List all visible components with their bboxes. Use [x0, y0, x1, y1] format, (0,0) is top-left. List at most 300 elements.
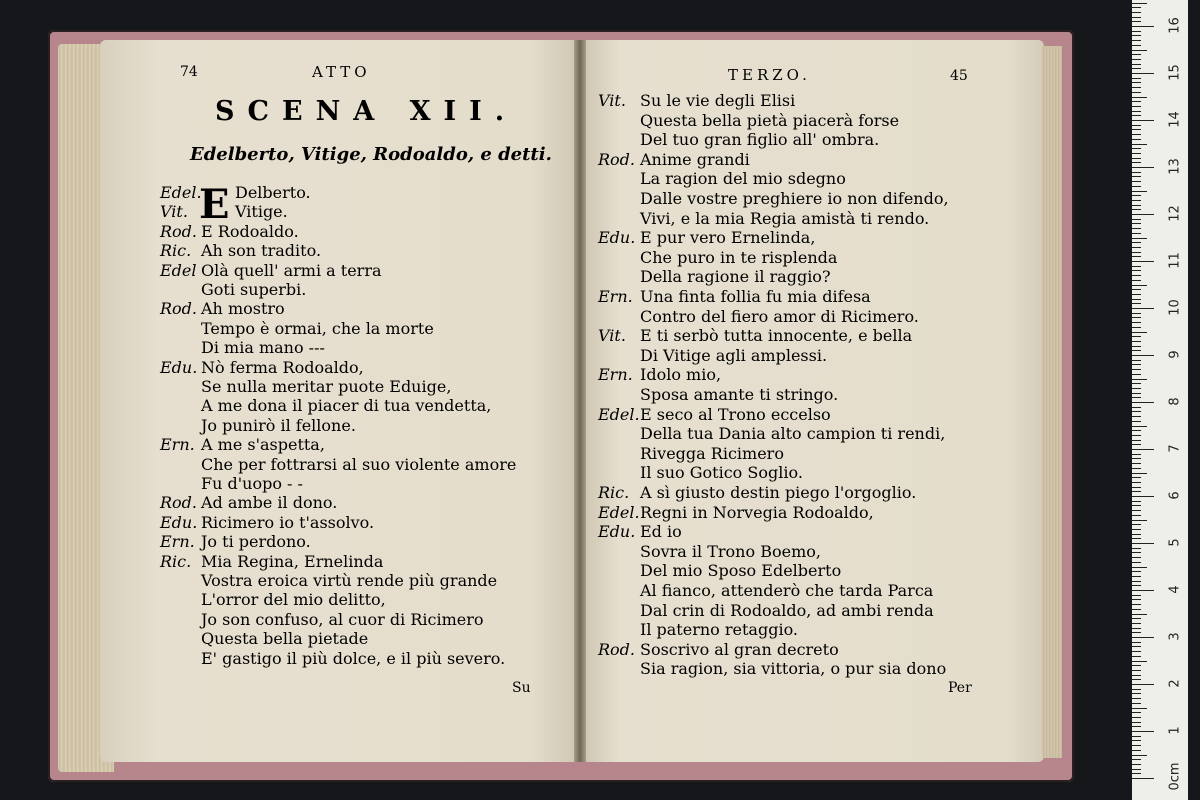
ruler-tick	[1132, 430, 1141, 431]
ruler-tick	[1132, 228, 1141, 229]
verse-text: Idolo mio,	[640, 365, 722, 385]
ruler-tick	[1132, 712, 1141, 713]
ruler-tick	[1132, 703, 1141, 704]
ruler-tick	[1132, 346, 1141, 347]
verse-text: La ragion del mio sdegno	[640, 169, 846, 189]
verse-text: Ricimero io t'assolvo.	[201, 512, 375, 532]
verse-text: L'orror del mio delitto,	[201, 590, 386, 610]
ruler-tick	[1132, 693, 1141, 694]
ruler-tick	[1132, 364, 1141, 365]
ruler-tick	[1132, 524, 1141, 525]
ruler-tick	[1132, 162, 1141, 163]
ruler-tick	[1132, 153, 1141, 154]
verse-text: Di mia mano ---	[201, 338, 325, 358]
ruler-tick	[1132, 477, 1141, 478]
ruler-tick	[1132, 256, 1141, 257]
ruler-tick	[1132, 778, 1154, 779]
ruler-tick	[1132, 68, 1141, 69]
ruler-label: 0cm	[1167, 762, 1183, 791]
ruler-tick	[1132, 759, 1141, 760]
text-line	[598, 130, 879, 150]
ruler-tick	[1132, 656, 1141, 657]
speaker-label: Vit.	[598, 91, 626, 110]
ruler-tick	[1132, 31, 1141, 32]
speaker-label: Ric.	[160, 241, 192, 261]
ruler-tick	[1132, 350, 1141, 351]
ruler-tick	[1132, 562, 1141, 563]
ruler-tick	[1132, 219, 1141, 220]
speaker-label: Ern.	[160, 532, 195, 552]
ruler-tick	[1132, 313, 1141, 314]
ruler-tick	[1132, 402, 1154, 403]
speaker-label: Rod.	[598, 149, 636, 169]
text-line	[598, 444, 784, 464]
ruler-tick	[1132, 87, 1141, 88]
ruler-tick	[1132, 73, 1154, 74]
ruler-tick	[1132, 599, 1141, 600]
ruler-tick	[1132, 383, 1141, 384]
page-block-edge-right	[1042, 46, 1062, 758]
ruler-tick	[1132, 214, 1154, 215]
ruler-tick	[1132, 642, 1141, 643]
ruler-tick	[1132, 129, 1141, 130]
scene-cast: Edelberto, Vitige, Rodoaldo, e detti.	[190, 144, 552, 165]
ruler-label: 7	[1167, 444, 1183, 453]
speaker-label: Edel	[160, 260, 197, 280]
text-line	[598, 463, 803, 483]
speaker-label: Rod.	[160, 299, 198, 319]
ruler-tick	[1132, 247, 1141, 248]
verse-text: E pur vero Ernelinda,	[640, 228, 816, 248]
ruler-tick	[1132, 317, 1141, 318]
ruler-tick	[1132, 646, 1141, 647]
ruler-tick	[1132, 397, 1141, 398]
speaker-label: Rod.	[160, 221, 198, 241]
ruler-tick	[1132, 491, 1141, 492]
ruler-tick	[1132, 632, 1141, 633]
verse-text: A me dona il piacer di tua vendetta,	[201, 396, 492, 416]
ruler-label: 11	[1167, 252, 1183, 269]
verse-text: Goti superbi.	[201, 280, 307, 299]
ruler-tick	[1132, 336, 1141, 337]
ruler-tick	[1132, 120, 1154, 121]
ruler-tick	[1132, 252, 1141, 253]
text-line	[598, 365, 721, 385]
verse-text: Dalle vostre preghiere io non difendo,	[640, 189, 949, 208]
verse-text: Regni in Norvegia Rodoaldo,	[640, 502, 874, 522]
speaker-label: Vit.	[598, 326, 626, 346]
ruler-tick	[1132, 614, 1147, 615]
ruler-tick	[1132, 505, 1141, 506]
ruler-tick	[1132, 270, 1141, 271]
text-line	[598, 385, 838, 405]
ruler-tick	[1132, 233, 1141, 234]
verse-text: E' gastigo il più dolce, e il più severo.	[201, 648, 506, 668]
ruler-tick	[1132, 242, 1141, 243]
text-line	[598, 150, 750, 170]
verse-text: Che per fottrarsi al suo violente amore	[201, 454, 517, 474]
ruler-tick	[1132, 717, 1141, 718]
ruler-tick	[1132, 45, 1141, 46]
speaker-label: Vit.	[160, 202, 188, 222]
ruler-tick	[1132, 64, 1141, 65]
verse-text: E ti serbò tutta innocente, e bella	[640, 326, 913, 346]
ruler-tick	[1132, 59, 1141, 60]
text-line	[598, 581, 933, 601]
ruler-tick	[1132, 82, 1141, 83]
ruler-label: 3	[1167, 632, 1183, 641]
ruler-tick	[1132, 731, 1154, 732]
text-line	[160, 629, 368, 649]
verse-text: Al fianco, attenderò che tarda Parca	[640, 581, 934, 600]
text-line	[160, 280, 306, 300]
ruler-tick	[1132, 637, 1154, 638]
book-gutter	[574, 40, 586, 762]
ruler-tick	[1132, 679, 1141, 680]
ruler-tick	[1132, 496, 1154, 497]
verse-text: Una finta follia fu mia difesa	[640, 287, 871, 306]
ruler-tick	[1132, 205, 1141, 206]
ruler-tick	[1132, 21, 1141, 22]
speaker-label: Edu.	[160, 512, 198, 532]
text-line	[598, 346, 827, 366]
speaker-label: Edel.	[598, 404, 640, 424]
ruler-tick	[1132, 332, 1147, 333]
ruler-tick	[1132, 50, 1147, 51]
ruler-tick	[1132, 294, 1141, 295]
text-line	[598, 503, 874, 523]
speaker-label: Ern.	[160, 435, 195, 455]
ruler-tick	[1132, 139, 1141, 140]
ruler-tick	[1132, 520, 1147, 521]
ruler-tick	[1132, 172, 1141, 173]
verse-text: Ah mostro	[201, 299, 285, 319]
text-line	[160, 571, 497, 591]
speaker-label: Rod.	[598, 639, 636, 659]
ruler-tick	[1132, 585, 1141, 586]
verse-text: Ed io	[640, 522, 682, 542]
ruler-tick	[1132, 101, 1141, 102]
ruler-tick	[1132, 78, 1141, 79]
text-line	[160, 532, 311, 552]
ruler-tick	[1132, 195, 1141, 196]
ruler-tick	[1132, 341, 1141, 342]
ruler-tick	[1132, 144, 1147, 145]
text-line	[598, 189, 949, 209]
verse-text: Su le vie degli Elisi	[640, 91, 796, 110]
measurement-ruler	[1132, 0, 1188, 800]
ruler-tick	[1132, 223, 1141, 224]
speaker-label: Ric.	[598, 483, 630, 502]
ruler-tick	[1132, 449, 1154, 450]
ruler-tick	[1132, 111, 1141, 112]
verse-text: Rivegga Ricimero	[640, 443, 784, 463]
ruler-tick	[1132, 444, 1141, 445]
text-line	[160, 183, 311, 203]
verse-text: Sia ragion, sia vittoria, o pur sia dono	[640, 659, 947, 679]
text-line	[160, 338, 325, 358]
text-line	[160, 513, 374, 533]
verse-text: Contro del fiero amor di Ricimero.	[640, 306, 919, 326]
speaker-label: Ric.	[160, 551, 192, 571]
ruler-tick	[1132, 769, 1141, 770]
text-line	[598, 522, 682, 542]
ruler-tick	[1132, 379, 1147, 380]
ruler-tick	[1132, 26, 1154, 27]
ruler-tick	[1132, 322, 1141, 323]
verse-text: Di Vitige agli amplessi.	[640, 345, 828, 365]
speaker-label: Rod.	[160, 493, 198, 513]
verse-text: Nò ferma Rodoaldo,	[201, 357, 364, 377]
ruler-tick	[1132, 285, 1147, 286]
ruler-tick	[1132, 468, 1141, 469]
speaker-label: Ern.	[598, 365, 633, 385]
verse-text: Questa bella pietade	[201, 629, 369, 649]
text-line	[160, 377, 451, 397]
ruler-tick	[1132, 181, 1141, 182]
ruler-tick	[1132, 440, 1141, 441]
ruler-tick	[1132, 426, 1147, 427]
ruler-tick	[1132, 393, 1141, 394]
verse-text: Che puro in te risplenda	[640, 247, 838, 267]
text-line	[160, 455, 516, 475]
speaker-label: Edu.	[598, 228, 636, 248]
verse-text: Dal crin di Rodoaldo, ad ambi renda	[640, 600, 934, 620]
verse-text: E Rodoaldo.	[201, 221, 299, 241]
ruler-tick	[1132, 200, 1141, 201]
ruler-label: 4	[1167, 585, 1183, 594]
scene-heading: SCENA XII.	[215, 96, 518, 127]
ruler-tick	[1132, 299, 1141, 300]
text-line	[598, 248, 837, 268]
text-line	[160, 474, 303, 494]
ruler-tick	[1132, 369, 1141, 370]
verse-text: Se nulla meritar puote Eduige,	[201, 377, 452, 396]
text-line	[598, 405, 831, 425]
ruler-tick	[1132, 411, 1141, 412]
verse-text: Olà quell' armi a terra	[201, 260, 382, 280]
ruler-tick	[1132, 421, 1141, 422]
ruler-tick	[1132, 125, 1141, 126]
ruler-tick	[1132, 435, 1141, 436]
verse-text: Questa bella pietà piacerà forse	[640, 110, 900, 130]
verse-text: Tempo è ormai, che la morte	[201, 318, 434, 338]
ruler-tick	[1132, 473, 1147, 474]
verse-text: Sposa amante ti stringo.	[640, 385, 839, 404]
ruler-tick	[1132, 510, 1141, 511]
verse-text: Fu d'uopo - -	[201, 474, 303, 493]
text-line	[160, 202, 288, 222]
ruler-label: 1	[1167, 726, 1183, 735]
text-line	[160, 493, 337, 513]
verse-text: Jo son confuso, al cuor di Ricimero	[201, 609, 484, 629]
ruler-tick	[1132, 604, 1141, 605]
ruler-tick	[1132, 115, 1141, 116]
ruler-label: 10	[1167, 299, 1183, 316]
ruler-label: 14	[1167, 111, 1183, 128]
ruler-tick	[1132, 571, 1141, 572]
ruler-tick	[1132, 238, 1147, 239]
ruler-tick	[1132, 3, 1147, 4]
ruler-tick	[1132, 773, 1141, 774]
ruler-tick	[1132, 675, 1141, 676]
text-line	[160, 319, 434, 339]
ruler-tick	[1132, 360, 1141, 361]
left-running-head: ATTO	[312, 63, 371, 81]
text-line	[160, 299, 285, 319]
ruler-tick	[1132, 289, 1141, 290]
ruler-tick	[1132, 355, 1154, 356]
ruler-tick	[1132, 548, 1141, 549]
ruler-tick	[1132, 482, 1141, 483]
ruler-tick	[1132, 92, 1141, 93]
verse-text: Anime grandi	[640, 149, 750, 169]
text-line	[598, 640, 839, 660]
ruler-tick	[1132, 158, 1141, 159]
ruler-label: 8	[1167, 397, 1183, 406]
ruler-tick	[1132, 97, 1147, 98]
ruler-tick	[1132, 148, 1141, 149]
text-line	[160, 416, 356, 436]
verse-text: Mia Regina, Ernelinda	[201, 551, 384, 571]
ruler-tick	[1132, 186, 1141, 187]
text-line	[598, 209, 929, 229]
ruler-tick	[1132, 722, 1141, 723]
verse-text: Vitige.	[235, 202, 288, 222]
ruler-tick	[1132, 755, 1147, 756]
ruler-tick	[1132, 54, 1141, 55]
ruler-tick	[1132, 595, 1141, 596]
text-line	[160, 396, 491, 416]
verse-text: Del tuo gran figlio all' ombra.	[640, 130, 880, 150]
ruler-tick	[1132, 454, 1141, 455]
ruler-tick	[1132, 280, 1141, 281]
text-line	[598, 561, 841, 581]
text-line	[598, 659, 946, 679]
ruler-tick	[1132, 407, 1141, 408]
verse-text: Ah son tradito.	[201, 241, 322, 261]
ruler-tick	[1132, 17, 1141, 18]
ruler-tick	[1132, 689, 1141, 690]
text-line	[598, 424, 945, 444]
ruler-tick	[1132, 515, 1141, 516]
right-catchword: Per	[948, 680, 972, 696]
text-line	[598, 326, 912, 346]
ruler-tick	[1132, 740, 1141, 741]
ruler-tick	[1132, 416, 1141, 417]
ruler-tick	[1132, 308, 1154, 309]
text-line	[160, 552, 383, 572]
verse-text: Della tua Dania alto campion ti rendi,	[640, 424, 946, 444]
speaker-label: Ern.	[598, 287, 633, 306]
text-line	[160, 649, 505, 669]
ruler-tick	[1132, 698, 1141, 699]
ruler-tick	[1132, 618, 1141, 619]
ruler-label: 12	[1167, 205, 1183, 222]
ruler-tick	[1132, 726, 1141, 727]
ruler-tick	[1132, 567, 1147, 568]
text-line	[598, 287, 871, 307]
speaker-label: Edel.	[598, 502, 640, 522]
ruler-tick	[1132, 628, 1141, 629]
text-line	[598, 169, 846, 189]
ruler-tick	[1132, 12, 1141, 13]
ruler-tick	[1132, 623, 1141, 624]
left-catchword: Su	[512, 680, 531, 696]
text-line	[598, 228, 815, 248]
ruler-tick	[1132, 590, 1154, 591]
text-line	[598, 483, 916, 503]
ruler-tick	[1132, 40, 1141, 41]
left-page-number: 74	[180, 64, 198, 80]
verse-text: E seco al Trono eccelso	[640, 404, 831, 424]
ruler-tick	[1132, 534, 1141, 535]
verse-text: Il suo Gotico Soglio.	[640, 463, 803, 483]
verse-text: A me s'aspetta,	[201, 435, 325, 455]
text-line	[598, 267, 831, 287]
ruler-tick	[1132, 552, 1141, 553]
ruler-tick	[1132, 327, 1141, 328]
text-line	[598, 307, 919, 327]
ruler-tick	[1132, 261, 1154, 262]
ruler-label: 2	[1167, 679, 1183, 688]
ruler-label: 6	[1167, 491, 1183, 500]
ruler-tick	[1132, 106, 1141, 107]
text-line	[160, 261, 382, 281]
text-line	[160, 241, 321, 261]
ruler-tick	[1132, 275, 1141, 276]
speaker-label: Edu.	[160, 357, 198, 377]
ruler-tick	[1132, 708, 1147, 709]
ruler-tick	[1132, 266, 1141, 267]
ruler-label: 13	[1167, 158, 1183, 175]
ruler-tick	[1132, 167, 1154, 168]
text-line	[160, 435, 325, 455]
ruler-tick	[1132, 134, 1141, 135]
ruler-tick	[1132, 736, 1141, 737]
ruler-tick	[1132, 529, 1141, 530]
ruler-tick	[1132, 176, 1141, 177]
ruler-tick	[1132, 543, 1154, 544]
ruler-tick	[1132, 35, 1141, 36]
ruler-tick	[1132, 374, 1141, 375]
ruler-tick	[1132, 487, 1141, 488]
verse-text: Della ragione il raggio?	[640, 267, 831, 287]
text-line	[160, 590, 386, 610]
text-line	[160, 610, 484, 630]
ruler-tick	[1132, 750, 1141, 751]
right-page-number: 45	[950, 68, 968, 84]
ruler-tick	[1132, 581, 1141, 582]
ruler-tick	[1132, 661, 1147, 662]
text-line	[598, 111, 899, 131]
ruler-tick	[1132, 388, 1141, 389]
verse-text: Jo ti perdono.	[201, 532, 311, 552]
speaker-label: Edu.	[598, 522, 636, 542]
ruler-tick	[1132, 670, 1141, 671]
text-line	[598, 620, 798, 640]
ruler-tick	[1132, 684, 1154, 685]
verse-text: Vivi, e la mia Regia amistà ti rendo.	[640, 208, 930, 228]
ruler-tick	[1132, 609, 1141, 610]
ruler-tick	[1132, 651, 1141, 652]
ruler-tick	[1132, 557, 1141, 558]
ruler-tick	[1132, 764, 1141, 765]
ruler-tick	[1132, 745, 1141, 746]
text-line	[160, 358, 364, 378]
ruler-tick	[1132, 665, 1141, 666]
ruler-tick	[1132, 191, 1147, 192]
